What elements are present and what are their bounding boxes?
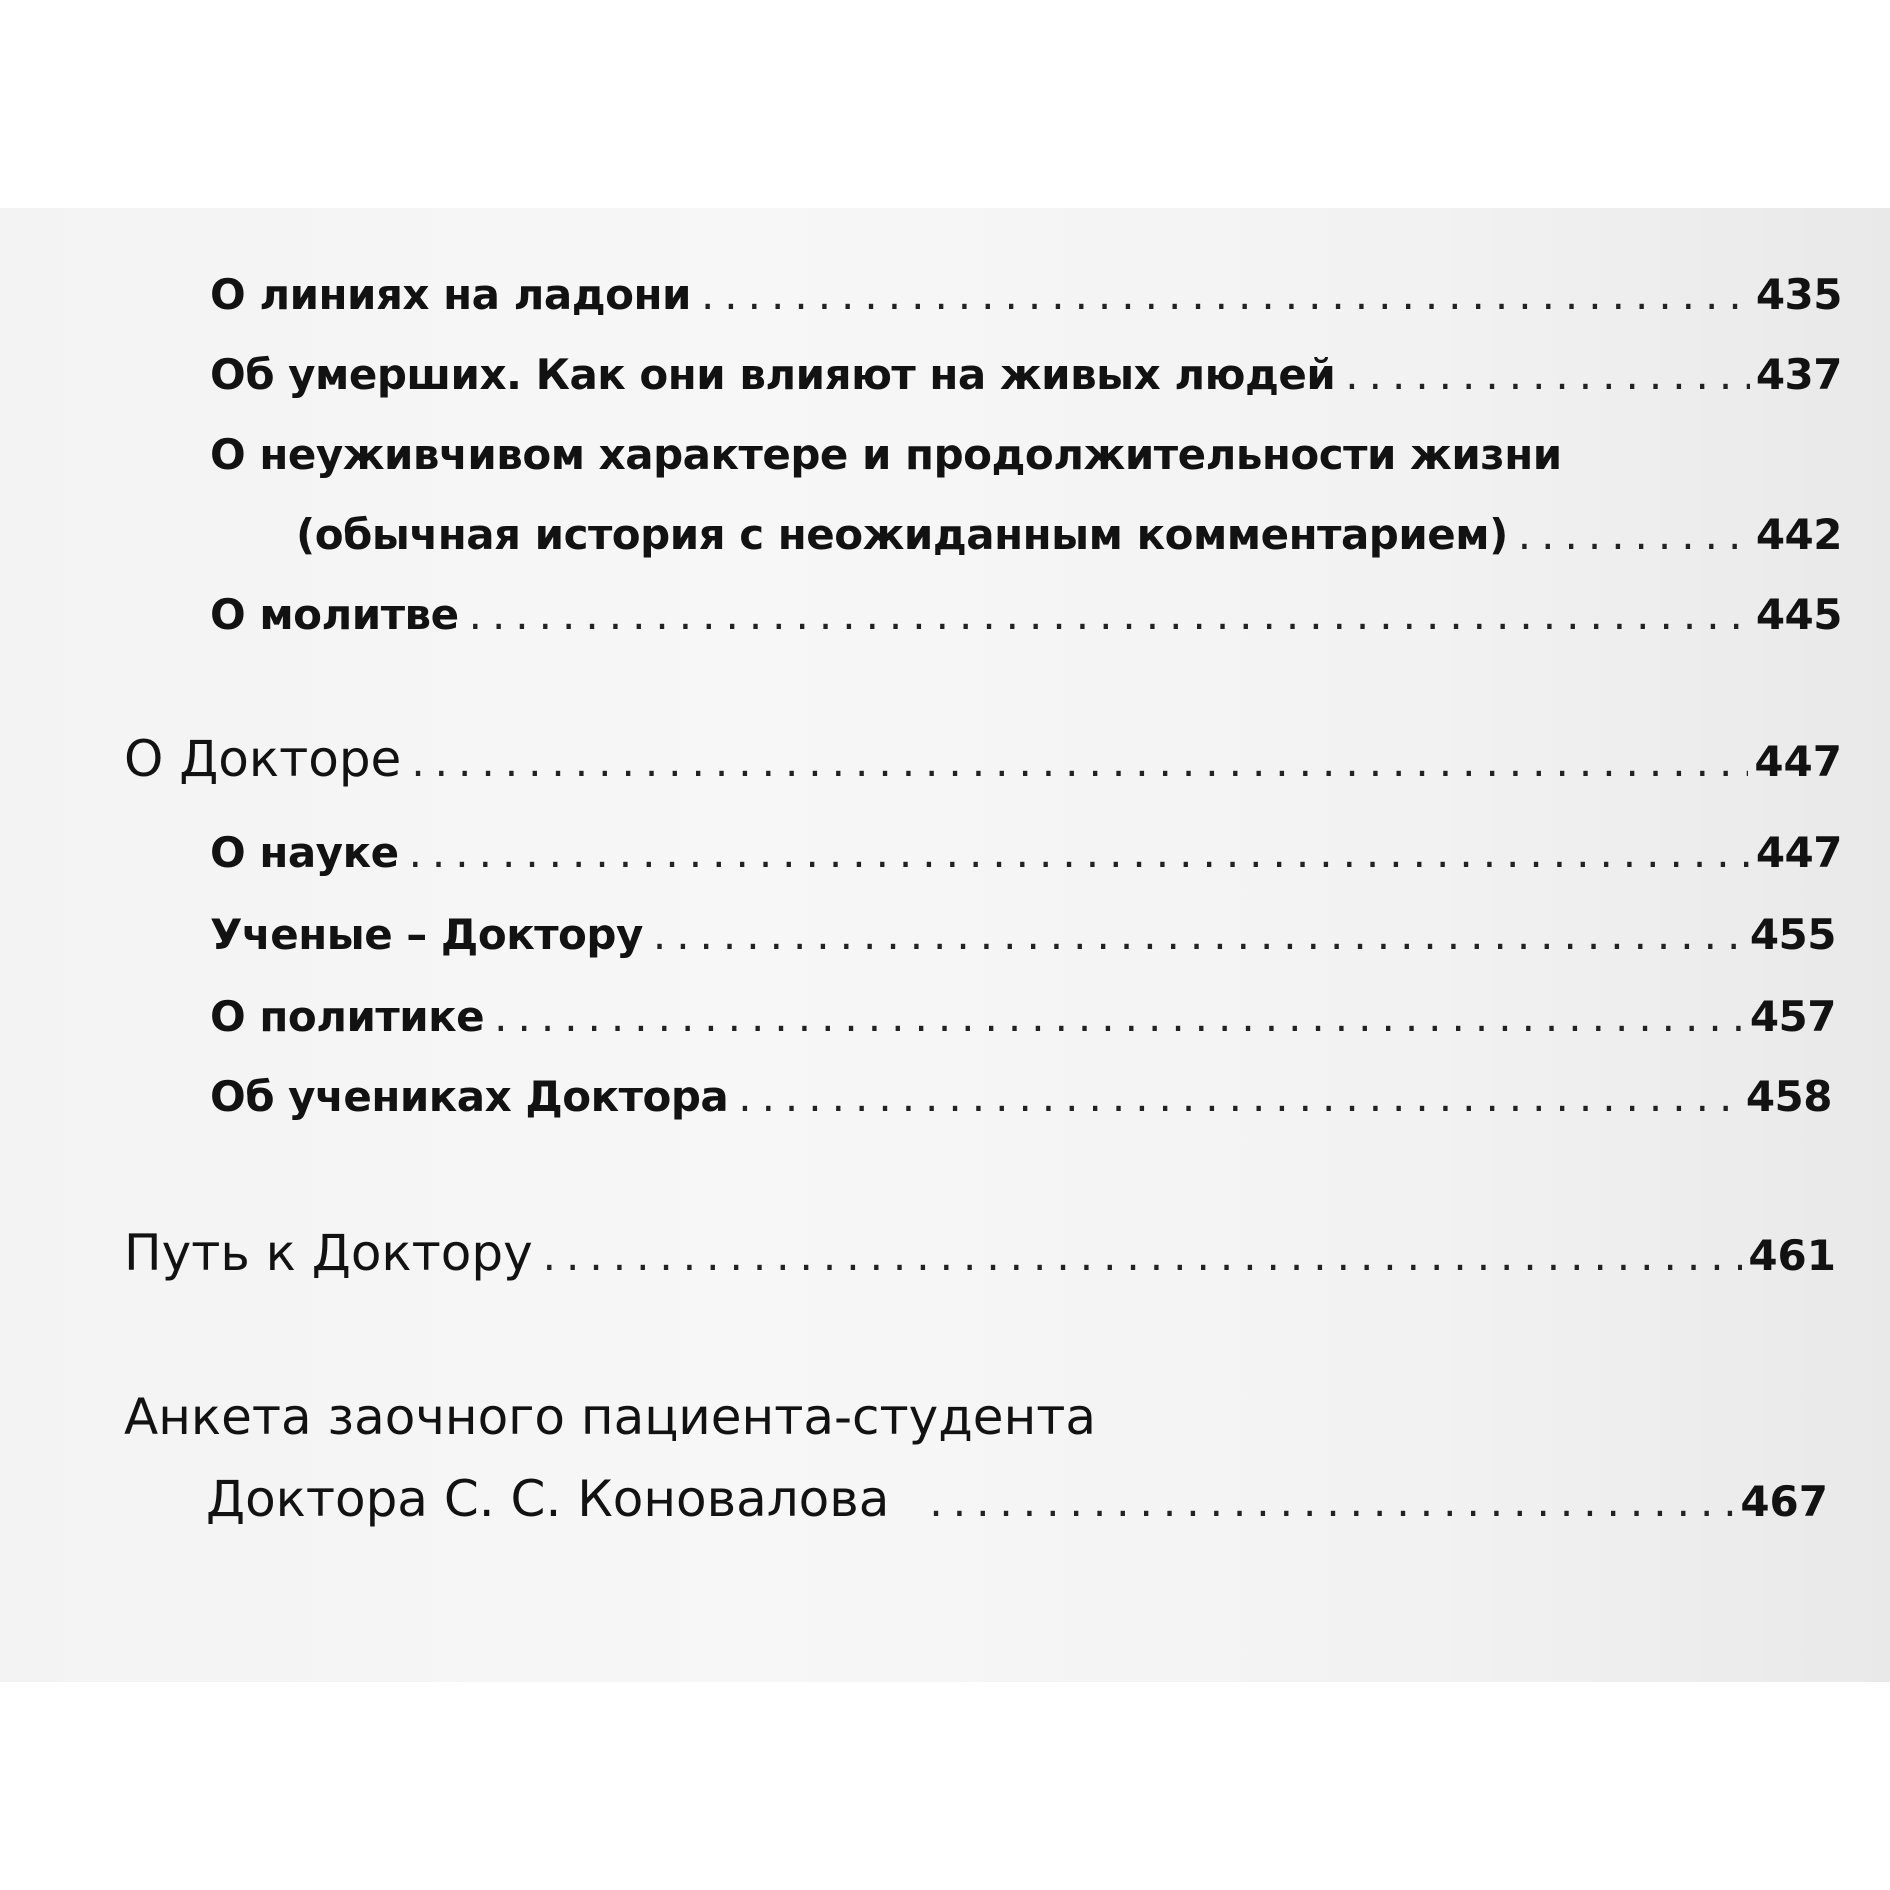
dot-leader [929, 1477, 1734, 1526]
toc-entry-scientists [210, 910, 1836, 959]
toc-section-title: Доктора С. С. Коновалова [206, 1470, 890, 1528]
toc-page-number: 442 [1755, 510, 1842, 559]
toc-section-survey-line1 [124, 1388, 1096, 1446]
toc-page-number: 437 [1755, 350, 1842, 399]
toc-page-number: 435 [1755, 270, 1842, 319]
toc-page-number: 447 [1754, 737, 1842, 786]
toc-page-number: 461 [1748, 1231, 1836, 1280]
toc-entry-title: О политике [210, 992, 485, 1041]
toc-entry-title: (обычная история с неожиданным комментарием) [296, 510, 1508, 559]
toc-section-path [124, 1224, 1836, 1282]
dot-leader [411, 737, 1748, 786]
toc-section-title: Анкета заочного пациента-студента [124, 1388, 1097, 1446]
toc-page-number: 458 [1745, 1072, 1832, 1121]
dot-leader [1345, 350, 1750, 399]
toc-entry-title: О молитве [210, 590, 459, 639]
table-of-contents [0, 208, 1890, 1682]
dot-leader [1518, 510, 1750, 559]
toc-entry-character-line2 [296, 510, 1842, 559]
dot-leader [653, 910, 1744, 959]
toc-page-number: 455 [1749, 910, 1836, 959]
toc-entry-title: О неуживчивом характере и продолжительности жизни [210, 430, 1562, 479]
dot-leader [738, 1072, 1740, 1121]
toc-entry-deceased [210, 350, 1842, 399]
toc-entry-prayer [210, 590, 1842, 639]
toc-entry-title: Ученые – Доктору [210, 910, 643, 959]
toc-section-title: Путь к Доктору [124, 1224, 533, 1282]
toc-section-survey-line2 [206, 1470, 1828, 1528]
toc-page-number: 445 [1755, 590, 1842, 639]
toc-entry-title: Об учениках Доктора [210, 1072, 729, 1121]
toc-entry-character-line1 [210, 430, 1562, 479]
toc-page-number: 457 [1749, 992, 1836, 1041]
toc-entry-politics [210, 992, 1836, 1041]
dot-leader [469, 590, 1750, 639]
dot-leader [409, 828, 1750, 877]
toc-entry-science [210, 828, 1842, 877]
toc-entry-title: О науке [210, 828, 399, 877]
dot-leader [701, 270, 1750, 319]
toc-entry-title: О линиях на ладони [210, 270, 691, 319]
toc-entry-students [210, 1072, 1832, 1121]
dot-leader [543, 1231, 1743, 1280]
toc-entry-palm-lines [210, 270, 1842, 319]
toc-entry-title: Об умерших. Как они влияют на живых людей [210, 350, 1336, 399]
toc-section-doctor [124, 730, 1842, 788]
toc-section-title: О Докторе [124, 730, 402, 788]
dot-leader [494, 992, 1744, 1041]
toc-page-number: 467 [1740, 1477, 1828, 1526]
toc-page-number: 447 [1755, 828, 1842, 877]
